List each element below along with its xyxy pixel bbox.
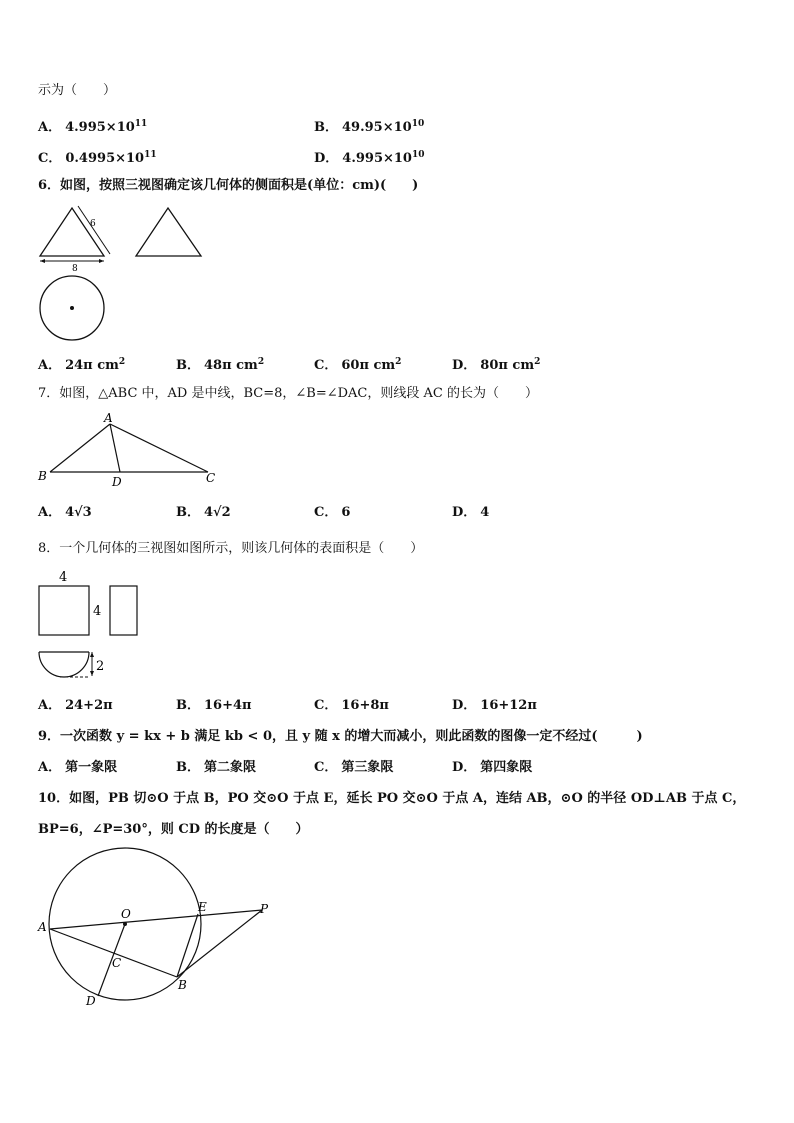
- option-letter: D．: [452, 505, 477, 520]
- option-text: 4.995×10: [65, 120, 135, 135]
- slant-dimension-line: [78, 206, 110, 254]
- arrow-right: [99, 259, 104, 263]
- option-text: 第四象限: [480, 760, 533, 775]
- q7-option-b: [176, 505, 231, 521]
- q7-option-d: [452, 505, 489, 521]
- side-view-rect: [110, 586, 137, 635]
- q6-figure: [30, 200, 250, 340]
- option-text: 24+2π: [65, 698, 113, 713]
- q5-option-a: [38, 116, 147, 136]
- option-letter: C．: [314, 698, 338, 713]
- point-c-label: C: [206, 471, 216, 485]
- point-a-label: A: [38, 920, 47, 934]
- height-label: 2: [96, 659, 105, 674]
- slant-label: 6: [90, 219, 96, 229]
- point-d-label: D: [86, 994, 96, 1008]
- arrow-up: [90, 652, 94, 657]
- option-text: 16+8π: [341, 698, 389, 713]
- q8-option-b: [176, 698, 252, 714]
- point-d-label: D: [112, 475, 122, 489]
- q9-stem: 9．一次函数 y = kx + b 满足 kb < 0，且 y 随 x 的增大而减小，则此函数的图像一定不经过( ): [38, 729, 643, 744]
- option-letter: C．: [314, 505, 338, 520]
- q6-option-c: [314, 354, 401, 374]
- option-text: 24π cm: [65, 358, 119, 373]
- option-exponent: 2: [257, 357, 265, 367]
- q9-option-d: [452, 760, 532, 776]
- option-letter: A．: [38, 505, 62, 520]
- front-view-square: [39, 586, 89, 635]
- q8-figure: [30, 566, 150, 686]
- option-exponent: 10: [411, 119, 425, 129]
- option-letter: D．: [452, 760, 477, 775]
- q8-option-d: [452, 698, 537, 714]
- q9-option-b: [176, 760, 256, 776]
- base-label: 8: [72, 264, 78, 274]
- q6-option-a: [38, 354, 125, 374]
- q7-figure: [30, 410, 230, 490]
- point-a-label: A: [104, 411, 113, 425]
- option-text: 第一象限: [65, 760, 118, 775]
- option-letter: D．: [314, 151, 339, 166]
- arrow-left: [40, 259, 45, 263]
- q6-option-d: [452, 354, 540, 374]
- option-letter: D．: [452, 698, 477, 713]
- option-text: 0.4995×10: [65, 151, 145, 166]
- top-dimension-label: 4: [59, 570, 68, 585]
- option-letter: D．: [452, 358, 477, 373]
- tangent-bp: [177, 910, 262, 977]
- option-letter: C．: [38, 151, 62, 166]
- q7-stem: 7．如图，△ABC 中，AD 是中线，BC=8，∠B=∠DAC，则线段 AC 的长为（ ）: [38, 386, 538, 401]
- option-text: 4.995×10: [342, 151, 412, 166]
- option-text: 49.95×10: [342, 120, 412, 135]
- top-view-center: [70, 306, 74, 310]
- side-view-triangle: [136, 208, 201, 256]
- q9-option-a: [38, 760, 117, 776]
- option-text: 80π cm: [480, 358, 535, 373]
- option-text: 6: [341, 505, 351, 520]
- q5-option-c: [38, 147, 157, 167]
- option-exponent: 11: [134, 119, 148, 129]
- q10-stem-line-1: 10．如图，PB 切⊙O 于点 B，PO 交⊙O 于点 E，延长 PO 交⊙O 于点 A，连结 AB，⊙O 的半径 OD⊥AB 于点 C，: [38, 791, 746, 806]
- option-exponent: 2: [118, 357, 126, 367]
- option-text: 16+12π: [480, 698, 537, 713]
- option-exponent: 11: [144, 150, 157, 160]
- option-text: 60π cm: [341, 358, 396, 373]
- point-b-label: B: [38, 469, 47, 483]
- option-exponent: 2: [395, 357, 402, 367]
- option-letter: C．: [314, 760, 338, 775]
- option-letter: B．: [176, 760, 200, 775]
- line-ap: [50, 910, 262, 929]
- side-dimension-label: 4: [93, 604, 102, 619]
- top-view-semicircle: [39, 652, 89, 677]
- option-text: 4: [480, 505, 490, 520]
- q5-stem-tail: 示为（ ）: [38, 83, 117, 98]
- q5-option-d: [314, 147, 425, 167]
- q7-option-a: [38, 505, 92, 521]
- option-text: 48π cm: [204, 358, 258, 373]
- q10-figure: [30, 845, 290, 1025]
- option-text: 4√3: [65, 505, 92, 520]
- option-letter: A．: [38, 358, 62, 373]
- q6-stem: 6．如图，按照三视图确定该几何体的侧面积是(单位：cm)( ): [38, 178, 419, 193]
- segment-ab: [50, 424, 110, 472]
- point-b-label: B: [178, 978, 187, 992]
- q5-option-b: [314, 116, 424, 136]
- segment-ac: [110, 424, 208, 472]
- point-p-label: P: [260, 902, 269, 916]
- option-letter: C．: [314, 358, 338, 373]
- center-o: [123, 922, 127, 926]
- front-view-triangle: [40, 208, 104, 256]
- option-exponent: 10: [411, 150, 425, 160]
- option-letter: A．: [38, 760, 62, 775]
- option-text: 4√2: [204, 505, 231, 520]
- option-letter: B．: [176, 698, 200, 713]
- q8-stem: 8．一个几何体的三视图如图所示，则该几何体的表面积是（ ）: [38, 541, 424, 556]
- option-exponent: 2: [534, 357, 541, 367]
- option-letter: B．: [176, 358, 200, 373]
- option-text: 第三象限: [341, 760, 394, 775]
- arrow-down: [90, 671, 94, 676]
- point-e-label: E: [198, 900, 207, 914]
- q6-option-b: [176, 354, 264, 374]
- q10-stem-line-2: BP=6，∠P=30°，则 CD 的长度是（ ）: [38, 822, 309, 837]
- q8-option-c: [314, 698, 389, 714]
- option-text: 16+4π: [204, 698, 252, 713]
- option-letter: B．: [314, 120, 338, 135]
- segment-ad: [110, 424, 120, 472]
- q9-option-c: [314, 760, 393, 776]
- point-c-label: C: [112, 956, 122, 970]
- option-letter: A．: [38, 120, 62, 135]
- point-o-label: O: [121, 907, 131, 921]
- option-letter: A．: [38, 698, 62, 713]
- q7-option-c: [314, 505, 350, 521]
- option-text: 第二象限: [204, 760, 257, 775]
- q8-option-a: [38, 698, 113, 714]
- option-letter: B．: [176, 505, 200, 520]
